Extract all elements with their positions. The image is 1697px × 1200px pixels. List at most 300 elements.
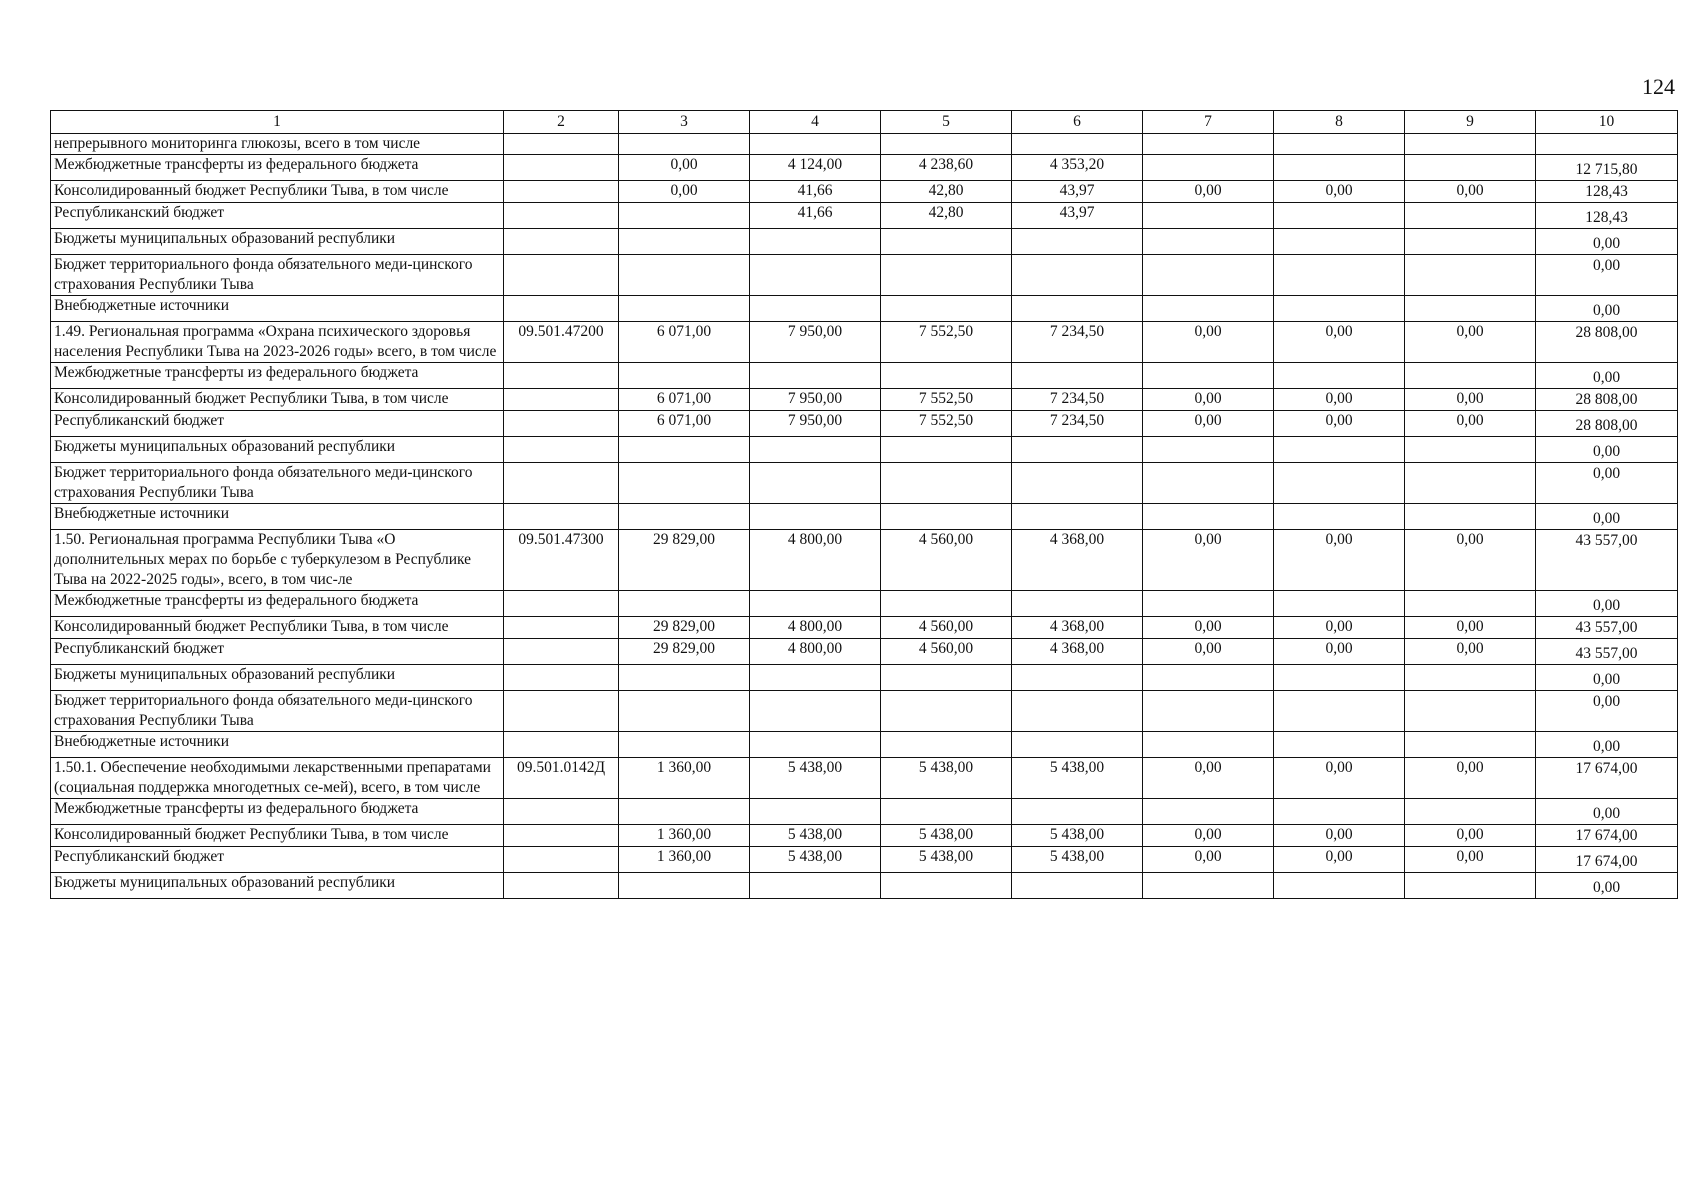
value-col-9: 0,00 bbox=[1405, 530, 1536, 591]
row-label: 1.50. Региональная программа Республики Тыва «О дополнительных мерах по борьбе с туберкулезом в Республике Тыва на 2022-2025 годы», всего, в том чис-ле bbox=[51, 530, 504, 591]
budget-code bbox=[504, 134, 619, 155]
value-col-4: 4 800,00 bbox=[750, 617, 881, 639]
value-col-4 bbox=[750, 591, 881, 617]
value-col-7: 0,00 bbox=[1143, 181, 1274, 203]
row-label: Республиканский бюджет bbox=[51, 639, 504, 665]
value-col-7: 0,00 bbox=[1143, 825, 1274, 847]
value-col-7 bbox=[1143, 255, 1274, 296]
total-value: 0,00 bbox=[1592, 302, 1621, 319]
value-col-9: 0,00 bbox=[1405, 181, 1536, 203]
value-col-5: 4 560,00 bbox=[881, 617, 1012, 639]
value-col-7: 0,00 bbox=[1143, 411, 1274, 437]
row-label: Внебюджетные источники bbox=[51, 732, 504, 758]
budget-code bbox=[504, 691, 619, 732]
value-col-6: 4 353,20 bbox=[1012, 155, 1143, 181]
total-cell bbox=[1536, 591, 1678, 617]
value-col-7 bbox=[1143, 463, 1274, 504]
value-col-6 bbox=[1012, 463, 1143, 504]
value-col-6: 7 234,50 bbox=[1012, 322, 1143, 363]
value-col-8 bbox=[1274, 732, 1405, 758]
value-col-5: 42,80 bbox=[881, 203, 1012, 229]
value-col-9: 0,00 bbox=[1405, 847, 1536, 873]
value-col-8: 0,00 bbox=[1274, 617, 1405, 639]
budget-code bbox=[504, 463, 619, 504]
budget-code bbox=[504, 799, 619, 825]
value-col-7: 0,00 bbox=[1143, 389, 1274, 411]
value-col-9 bbox=[1405, 591, 1536, 617]
value-col-6: 4 368,00 bbox=[1012, 530, 1143, 591]
total-cell bbox=[1536, 691, 1678, 732]
budget-code bbox=[504, 411, 619, 437]
total-cell bbox=[1536, 203, 1678, 229]
value-col-8: 0,00 bbox=[1274, 825, 1405, 847]
budget-code bbox=[504, 155, 619, 181]
value-col-9: 0,00 bbox=[1405, 322, 1536, 363]
value-col-5: 4 560,00 bbox=[881, 530, 1012, 591]
value-col-4: 4 124,00 bbox=[750, 155, 881, 181]
total-value: 43 557,00 bbox=[1575, 619, 1638, 636]
value-col-7 bbox=[1143, 591, 1274, 617]
column-header: 8 bbox=[1274, 111, 1405, 134]
value-col-9: 0,00 bbox=[1405, 639, 1536, 665]
row-label: Консолидированный бюджет Республики Тыва, в том числе bbox=[51, 389, 504, 411]
value-col-3 bbox=[619, 203, 750, 229]
value-col-4: 41,66 bbox=[750, 203, 881, 229]
budget-code bbox=[504, 732, 619, 758]
value-col-8: 0,00 bbox=[1274, 758, 1405, 799]
table-body bbox=[51, 134, 1678, 899]
table-row bbox=[51, 437, 1678, 463]
budget-code bbox=[504, 617, 619, 639]
column-number-header-row bbox=[51, 111, 1678, 134]
total-value: 128,43 bbox=[1585, 209, 1628, 226]
value-col-8 bbox=[1274, 229, 1405, 255]
budget-code bbox=[504, 873, 619, 899]
value-col-8: 0,00 bbox=[1274, 389, 1405, 411]
table-row bbox=[51, 203, 1678, 229]
budget-code bbox=[504, 255, 619, 296]
value-col-7: 0,00 bbox=[1143, 617, 1274, 639]
table-row bbox=[51, 322, 1678, 363]
value-col-8: 0,00 bbox=[1274, 181, 1405, 203]
row-label: Межбюджетные трансферты из федерального бюджета bbox=[51, 799, 504, 825]
total-cell bbox=[1536, 322, 1678, 363]
total-value: 43 557,00 bbox=[1575, 645, 1638, 662]
value-col-6 bbox=[1012, 255, 1143, 296]
value-col-8 bbox=[1274, 665, 1405, 691]
value-col-4 bbox=[750, 665, 881, 691]
total-value: 43 557,00 bbox=[1575, 532, 1638, 549]
value-col-4 bbox=[750, 363, 881, 389]
value-col-3 bbox=[619, 229, 750, 255]
value-col-9 bbox=[1405, 255, 1536, 296]
total-cell bbox=[1536, 847, 1678, 873]
total-cell bbox=[1536, 255, 1678, 296]
value-col-6 bbox=[1012, 591, 1143, 617]
value-col-4 bbox=[750, 732, 881, 758]
row-label: непрерывного мониторинга глюкозы, всего в том числе bbox=[51, 134, 504, 155]
row-label: Бюджеты муниципальных образований республики bbox=[51, 665, 504, 691]
value-col-3: 29 829,00 bbox=[619, 617, 750, 639]
value-col-5 bbox=[881, 665, 1012, 691]
total-value: 28 808,00 bbox=[1575, 324, 1638, 341]
value-col-8 bbox=[1274, 296, 1405, 322]
value-col-6 bbox=[1012, 437, 1143, 463]
value-col-6: 4 368,00 bbox=[1012, 639, 1143, 665]
value-col-7: 0,00 bbox=[1143, 758, 1274, 799]
value-col-3: 29 829,00 bbox=[619, 639, 750, 665]
value-col-9 bbox=[1405, 463, 1536, 504]
value-col-7 bbox=[1143, 504, 1274, 530]
value-col-9 bbox=[1405, 504, 1536, 530]
value-col-6 bbox=[1012, 873, 1143, 899]
total-value: 0,00 bbox=[1592, 738, 1621, 755]
value-col-9: 0,00 bbox=[1405, 411, 1536, 437]
value-col-9 bbox=[1405, 203, 1536, 229]
value-col-4: 5 438,00 bbox=[750, 825, 881, 847]
value-col-6 bbox=[1012, 732, 1143, 758]
value-col-3: 1 360,00 bbox=[619, 758, 750, 799]
value-col-9 bbox=[1405, 437, 1536, 463]
value-col-8 bbox=[1274, 363, 1405, 389]
value-col-5 bbox=[881, 255, 1012, 296]
table-row bbox=[51, 530, 1678, 591]
value-col-3 bbox=[619, 363, 750, 389]
value-col-3: 1 360,00 bbox=[619, 847, 750, 873]
value-col-7 bbox=[1143, 799, 1274, 825]
value-col-6 bbox=[1012, 363, 1143, 389]
table-row bbox=[51, 591, 1678, 617]
budget-code bbox=[504, 437, 619, 463]
value-col-5 bbox=[881, 873, 1012, 899]
value-col-8 bbox=[1274, 155, 1405, 181]
budget-code bbox=[504, 665, 619, 691]
total-cell bbox=[1536, 665, 1678, 691]
value-col-4: 5 438,00 bbox=[750, 847, 881, 873]
value-col-4 bbox=[750, 504, 881, 530]
value-col-4 bbox=[750, 437, 881, 463]
budget-code bbox=[504, 296, 619, 322]
total-cell bbox=[1536, 296, 1678, 322]
value-col-5 bbox=[881, 504, 1012, 530]
value-col-3 bbox=[619, 691, 750, 732]
value-col-3 bbox=[619, 134, 750, 155]
total-cell bbox=[1536, 411, 1678, 437]
value-col-7 bbox=[1143, 691, 1274, 732]
total-value: 0,00 bbox=[1592, 805, 1621, 822]
table-row bbox=[51, 255, 1678, 296]
total-value: 0,00 bbox=[1592, 443, 1621, 460]
value-col-8 bbox=[1274, 691, 1405, 732]
total-cell bbox=[1536, 530, 1678, 591]
value-col-9 bbox=[1405, 665, 1536, 691]
value-col-4 bbox=[750, 463, 881, 504]
budget-code: 09.501.47200 bbox=[504, 322, 619, 363]
total-value: 12 715,80 bbox=[1575, 161, 1638, 178]
value-col-9 bbox=[1405, 134, 1536, 155]
value-col-7 bbox=[1143, 203, 1274, 229]
value-col-6: 43,97 bbox=[1012, 181, 1143, 203]
row-label: Бюджеты муниципальных образований республики bbox=[51, 437, 504, 463]
column-header: 2 bbox=[504, 111, 619, 134]
value-col-5 bbox=[881, 463, 1012, 504]
value-col-8 bbox=[1274, 873, 1405, 899]
row-label: Межбюджетные трансферты из федерального бюджета bbox=[51, 363, 504, 389]
row-label: Бюджет территориального фонда обязательного меди-цинского страхования Республики Тыва bbox=[51, 691, 504, 732]
column-header: 6 bbox=[1012, 111, 1143, 134]
value-col-3 bbox=[619, 732, 750, 758]
budget-code bbox=[504, 229, 619, 255]
budget-code bbox=[504, 389, 619, 411]
total-cell bbox=[1536, 504, 1678, 530]
value-col-5: 5 438,00 bbox=[881, 825, 1012, 847]
table-row bbox=[51, 463, 1678, 504]
table-row bbox=[51, 825, 1678, 847]
value-col-7 bbox=[1143, 665, 1274, 691]
value-col-9: 0,00 bbox=[1405, 617, 1536, 639]
total-value: 128,43 bbox=[1585, 183, 1628, 200]
total-value: 28 808,00 bbox=[1575, 417, 1638, 434]
value-col-7: 0,00 bbox=[1143, 322, 1274, 363]
value-col-9 bbox=[1405, 799, 1536, 825]
row-label: Республиканский бюджет bbox=[51, 203, 504, 229]
value-col-5 bbox=[881, 799, 1012, 825]
row-label: Консолидированный бюджет Республики Тыва, в том числе bbox=[51, 181, 504, 203]
value-col-5 bbox=[881, 591, 1012, 617]
value-col-5 bbox=[881, 134, 1012, 155]
value-col-6: 7 234,50 bbox=[1012, 411, 1143, 437]
column-header: 3 bbox=[619, 111, 750, 134]
total-cell bbox=[1536, 229, 1678, 255]
total-value: 0,00 bbox=[1592, 597, 1621, 614]
value-col-5 bbox=[881, 296, 1012, 322]
value-col-3 bbox=[619, 799, 750, 825]
budget-table bbox=[50, 110, 1678, 899]
column-header: 9 bbox=[1405, 111, 1536, 134]
table-row bbox=[51, 134, 1678, 155]
column-header: 5 bbox=[881, 111, 1012, 134]
table-row bbox=[51, 665, 1678, 691]
budget-code: 09.501.0142Д bbox=[504, 758, 619, 799]
total-value: 17 674,00 bbox=[1575, 760, 1638, 777]
total-value: 0,00 bbox=[1592, 465, 1621, 482]
table-row bbox=[51, 155, 1678, 181]
value-col-6 bbox=[1012, 504, 1143, 530]
row-label: Межбюджетные трансферты из федерального бюджета bbox=[51, 591, 504, 617]
value-col-4 bbox=[750, 229, 881, 255]
total-value: 0,00 bbox=[1592, 235, 1621, 252]
total-value: 17 674,00 bbox=[1575, 827, 1638, 844]
value-col-5: 4 560,00 bbox=[881, 639, 1012, 665]
value-col-6: 5 438,00 bbox=[1012, 758, 1143, 799]
value-col-9 bbox=[1405, 155, 1536, 181]
budget-code bbox=[504, 847, 619, 873]
value-col-8 bbox=[1274, 591, 1405, 617]
value-col-9 bbox=[1405, 873, 1536, 899]
value-col-9 bbox=[1405, 296, 1536, 322]
total-cell bbox=[1536, 155, 1678, 181]
total-cell bbox=[1536, 363, 1678, 389]
table-row bbox=[51, 847, 1678, 873]
value-col-5: 7 552,50 bbox=[881, 389, 1012, 411]
value-col-6: 4 368,00 bbox=[1012, 617, 1143, 639]
value-col-7 bbox=[1143, 873, 1274, 899]
row-label: 1.50.1. Обеспечение необходимыми лекарственными препаратами (социальная поддержка многодетных се-мей), всего, в том числе bbox=[51, 758, 504, 799]
value-col-5: 7 552,50 bbox=[881, 322, 1012, 363]
value-col-7 bbox=[1143, 732, 1274, 758]
budget-code: 09.501.47300 bbox=[504, 530, 619, 591]
value-col-3: 6 071,00 bbox=[619, 411, 750, 437]
total-cell bbox=[1536, 639, 1678, 665]
total-cell bbox=[1536, 181, 1678, 203]
row-label: Внебюджетные источники bbox=[51, 504, 504, 530]
value-col-8: 0,00 bbox=[1274, 639, 1405, 665]
value-col-8 bbox=[1274, 504, 1405, 530]
value-col-3: 6 071,00 bbox=[619, 389, 750, 411]
value-col-4: 4 800,00 bbox=[750, 639, 881, 665]
value-col-6 bbox=[1012, 134, 1143, 155]
value-col-7 bbox=[1143, 155, 1274, 181]
value-col-6: 5 438,00 bbox=[1012, 847, 1143, 873]
value-col-9 bbox=[1405, 732, 1536, 758]
total-cell bbox=[1536, 134, 1678, 155]
table-row bbox=[51, 411, 1678, 437]
value-col-4 bbox=[750, 296, 881, 322]
table-row bbox=[51, 504, 1678, 530]
value-col-7 bbox=[1143, 437, 1274, 463]
value-col-9 bbox=[1405, 363, 1536, 389]
table-row bbox=[51, 363, 1678, 389]
value-col-3 bbox=[619, 437, 750, 463]
value-col-8 bbox=[1274, 134, 1405, 155]
value-col-5 bbox=[881, 732, 1012, 758]
value-col-3 bbox=[619, 296, 750, 322]
value-col-3 bbox=[619, 873, 750, 899]
total-value: 0,00 bbox=[1592, 257, 1621, 274]
value-col-8: 0,00 bbox=[1274, 411, 1405, 437]
total-cell bbox=[1536, 463, 1678, 504]
value-col-4: 41,66 bbox=[750, 181, 881, 203]
table-row bbox=[51, 229, 1678, 255]
column-header: 1 bbox=[51, 111, 504, 134]
total-cell bbox=[1536, 732, 1678, 758]
value-col-3 bbox=[619, 504, 750, 530]
value-col-7 bbox=[1143, 229, 1274, 255]
value-col-4 bbox=[750, 873, 881, 899]
page-number: 124 bbox=[1642, 74, 1675, 99]
value-col-8 bbox=[1274, 255, 1405, 296]
table-row bbox=[51, 617, 1678, 639]
value-col-9: 0,00 bbox=[1405, 758, 1536, 799]
total-cell bbox=[1536, 617, 1678, 639]
column-header: 4 bbox=[750, 111, 881, 134]
value-col-3: 29 829,00 bbox=[619, 530, 750, 591]
row-label: Республиканский бюджет bbox=[51, 847, 504, 873]
budget-code bbox=[504, 504, 619, 530]
column-header: 10 bbox=[1536, 111, 1678, 134]
value-col-6: 5 438,00 bbox=[1012, 825, 1143, 847]
value-col-7: 0,00 bbox=[1143, 530, 1274, 591]
table-row bbox=[51, 296, 1678, 322]
value-col-5 bbox=[881, 229, 1012, 255]
row-label: Внебюджетные источники bbox=[51, 296, 504, 322]
value-col-3 bbox=[619, 665, 750, 691]
row-label: Республиканский бюджет bbox=[51, 411, 504, 437]
value-col-5 bbox=[881, 437, 1012, 463]
table-row bbox=[51, 389, 1678, 411]
total-value: 17 674,00 bbox=[1575, 853, 1638, 870]
row-label: Бюджеты муниципальных образований республики bbox=[51, 229, 504, 255]
value-col-5: 42,80 bbox=[881, 181, 1012, 203]
value-col-3: 0,00 bbox=[619, 181, 750, 203]
row-label: Консолидированный бюджет Республики Тыва, в том числе bbox=[51, 617, 504, 639]
budget-code bbox=[504, 181, 619, 203]
total-value: 0,00 bbox=[1592, 879, 1621, 896]
value-col-9: 0,00 bbox=[1405, 389, 1536, 411]
value-col-6 bbox=[1012, 229, 1143, 255]
total-cell bbox=[1536, 758, 1678, 799]
table-row bbox=[51, 873, 1678, 899]
value-col-3: 1 360,00 bbox=[619, 825, 750, 847]
value-col-5: 5 438,00 bbox=[881, 847, 1012, 873]
value-col-4 bbox=[750, 691, 881, 732]
budget-code bbox=[504, 825, 619, 847]
value-col-3 bbox=[619, 463, 750, 504]
value-col-9: 0,00 bbox=[1405, 825, 1536, 847]
value-col-6: 43,97 bbox=[1012, 203, 1143, 229]
value-col-4: 7 950,00 bbox=[750, 389, 881, 411]
value-col-8: 0,00 bbox=[1274, 322, 1405, 363]
total-value: 0,00 bbox=[1592, 510, 1621, 527]
budget-code bbox=[504, 591, 619, 617]
value-col-9 bbox=[1405, 691, 1536, 732]
value-col-6 bbox=[1012, 799, 1143, 825]
value-col-8 bbox=[1274, 203, 1405, 229]
value-col-5: 7 552,50 bbox=[881, 411, 1012, 437]
value-col-5: 4 238,60 bbox=[881, 155, 1012, 181]
value-col-4: 4 800,00 bbox=[750, 530, 881, 591]
value-col-4: 7 950,00 bbox=[750, 322, 881, 363]
budget-code bbox=[504, 639, 619, 665]
value-col-3 bbox=[619, 591, 750, 617]
value-col-4: 5 438,00 bbox=[750, 758, 881, 799]
value-col-6 bbox=[1012, 296, 1143, 322]
total-value: 0,00 bbox=[1592, 693, 1621, 710]
row-label: Консолидированный бюджет Республики Тыва, в том числе bbox=[51, 825, 504, 847]
value-col-8 bbox=[1274, 463, 1405, 504]
value-col-5: 5 438,00 bbox=[881, 758, 1012, 799]
value-col-3: 0,00 bbox=[619, 155, 750, 181]
value-col-4 bbox=[750, 255, 881, 296]
total-value: 0,00 bbox=[1592, 671, 1621, 688]
value-col-6 bbox=[1012, 665, 1143, 691]
table-row bbox=[51, 691, 1678, 732]
value-col-3: 6 071,00 bbox=[619, 322, 750, 363]
value-col-7 bbox=[1143, 134, 1274, 155]
table-row bbox=[51, 799, 1678, 825]
value-col-5 bbox=[881, 691, 1012, 732]
total-cell bbox=[1536, 389, 1678, 411]
total-value: 28 808,00 bbox=[1575, 391, 1638, 408]
table-row bbox=[51, 639, 1678, 665]
row-label: Бюджеты муниципальных образований республики bbox=[51, 873, 504, 899]
value-col-4: 7 950,00 bbox=[750, 411, 881, 437]
table-row bbox=[51, 181, 1678, 203]
table-row bbox=[51, 758, 1678, 799]
value-col-8: 0,00 bbox=[1274, 530, 1405, 591]
row-label: 1.49. Региональная программа «Охрана психического здоровья населения Республики Тыва на 2023-2026 годы» всего, в том числе bbox=[51, 322, 504, 363]
budget-code bbox=[504, 203, 619, 229]
